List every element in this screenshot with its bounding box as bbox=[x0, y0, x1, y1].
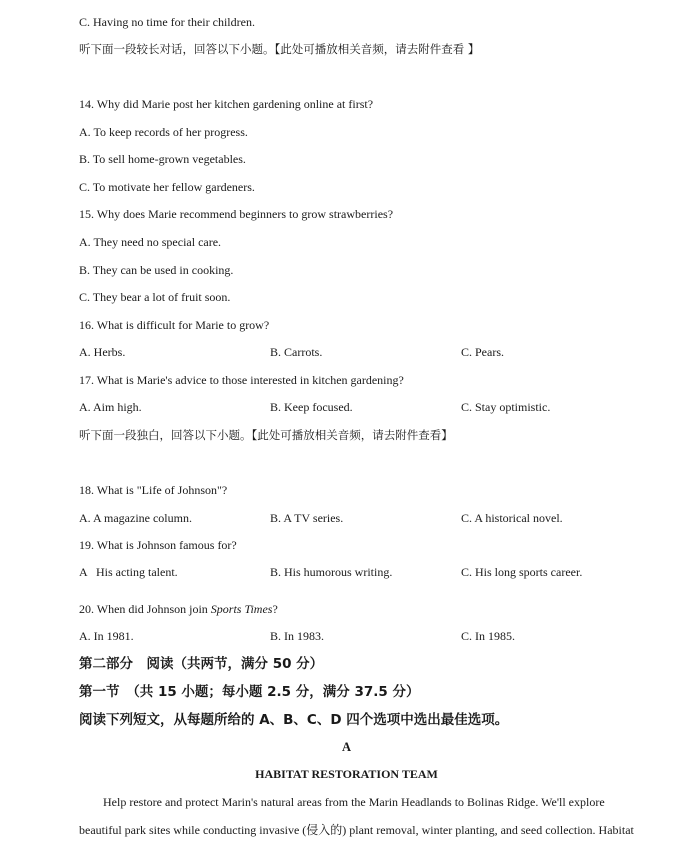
passage-letter: A bbox=[341, 740, 352, 754]
q16-option-b: B. Carrots. bbox=[270, 345, 323, 359]
q18-stem: 18. What is "Life of Johnson"? bbox=[79, 483, 228, 497]
q16-stem: 16. What is difficult for Marie to grow? bbox=[79, 318, 270, 332]
q20-stem-end: ? bbox=[272, 602, 278, 616]
q20-stem bbox=[79, 601, 278, 617]
passage-title: HABITAT RESTORATION TEAM bbox=[255, 767, 438, 781]
q17-option-b: B. Keep focused. bbox=[270, 400, 353, 414]
q16-option-c: C. Pears. bbox=[461, 345, 504, 359]
q16-option-a: A. Herbs. bbox=[79, 345, 126, 359]
q13-option-c: C. Having no time for their children. bbox=[79, 15, 255, 29]
q20-option-a: A. In 1981. bbox=[79, 629, 134, 643]
part-two-heading: 第二部分 阅读（共两节，满分 50 分） bbox=[79, 656, 324, 672]
q18-option-a: A. A magazine column. bbox=[79, 511, 192, 525]
q17-stem: 17. What is Marie's advice to those interested in kitchen gardening? bbox=[79, 373, 404, 387]
q19-option-c: C. His long sports career. bbox=[461, 565, 583, 579]
q19-option-b: B. His humorous writing. bbox=[270, 565, 393, 579]
q17-option-c: C. Stay optimistic. bbox=[461, 400, 551, 414]
q18-options bbox=[79, 510, 679, 526]
q20-stem-title: Sports Times bbox=[210, 602, 273, 616]
q19-stem: 19. What is Johnson famous for? bbox=[79, 538, 237, 552]
section-one-heading: 第一节 （共 15 小题；每小题 2.5 分，满分 37.5 分） bbox=[79, 684, 420, 700]
paragraph-line-2: beautiful park sites while conducting invasive (侵入的) plant removal, winter planting, and seed collection. Habitat bbox=[79, 823, 634, 837]
q20-option-b: B. In 1983. bbox=[270, 629, 324, 643]
monologue-intro: 听下面一段独白，回答以下小题。【此处可播放相关音频，请去附件查看】 bbox=[79, 428, 453, 442]
q16-options bbox=[79, 344, 679, 360]
q14-option-b: B. To sell home-grown vegetables. bbox=[79, 152, 246, 166]
q17-options bbox=[79, 399, 679, 415]
q15-stem: 15. Why does Marie recommend beginners to grow strawberries? bbox=[79, 207, 394, 221]
dialogue-intro: 听下面一段较长对话，回答以下小题。【此处可播放相关音频，请去附件查看 】 bbox=[79, 42, 480, 56]
q20-stem-start: 20. When did Johnson join bbox=[79, 602, 211, 616]
q20-options bbox=[79, 628, 679, 644]
q19-option-a: A His acting talent. bbox=[79, 565, 178, 579]
q18-option-c: C. A historical novel. bbox=[461, 511, 563, 525]
q14-option-a: A. To keep records of her progress. bbox=[79, 125, 248, 139]
q15-option-c: C. They bear a lot of fruit soon. bbox=[79, 290, 231, 304]
q15-option-a: A. They need no special care. bbox=[79, 235, 222, 249]
q17-option-a: A. Aim high. bbox=[79, 400, 142, 414]
reading-instruction: 阅读下列短文，从每题所给的 A、B、C、D 四个选项中选出最佳选项。 bbox=[79, 712, 509, 728]
q19-options bbox=[79, 564, 679, 580]
q14-option-c: C. To motivate her fellow gardeners. bbox=[79, 180, 255, 194]
q15-option-b: B. They can be used in cooking. bbox=[79, 263, 234, 277]
q14-stem: 14. Why did Marie post her kitchen gardening online at first? bbox=[79, 97, 374, 111]
q18-option-b: B. A TV series. bbox=[270, 511, 344, 525]
paragraph-line-1: Help restore and protect Marin's natural areas from the Marin Headlands to Bolinas Ridge. We'll explore bbox=[103, 795, 605, 809]
q20-option-c: C. In 1985. bbox=[461, 629, 515, 643]
